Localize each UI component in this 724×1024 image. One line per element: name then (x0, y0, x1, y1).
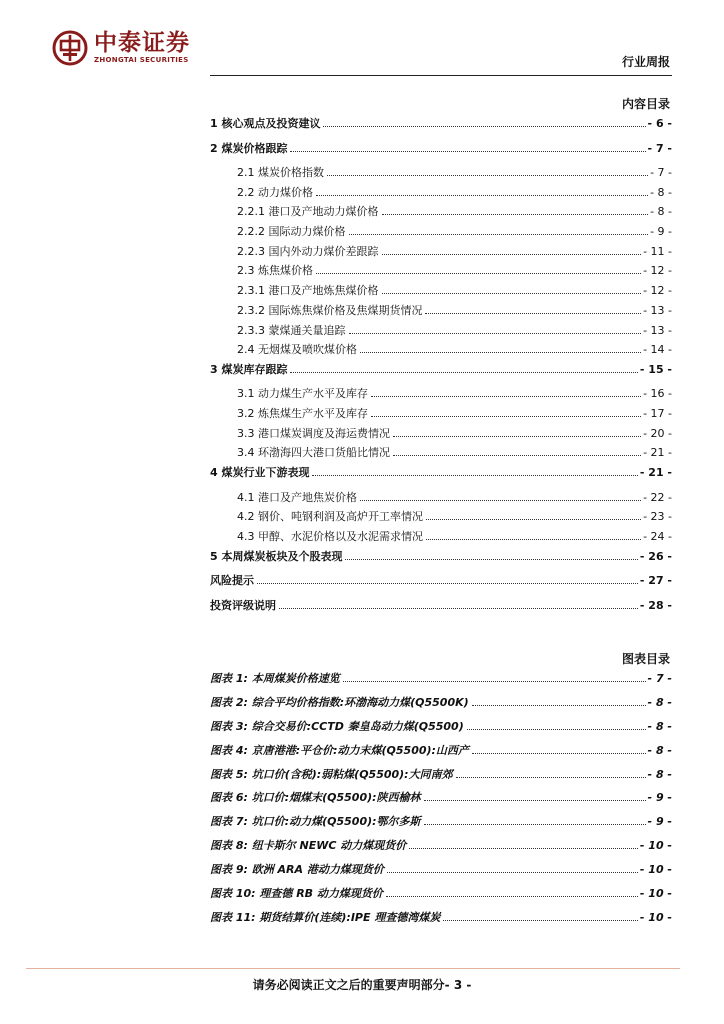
toc-entry-page: - 12 - (643, 284, 672, 298)
figure-entry[interactable] (210, 789, 672, 813)
toc-entry-label: 5 本周煤炭板块及个股表现 (210, 549, 343, 563)
toc-entry-page: - 26 - (639, 549, 672, 563)
figure-entry[interactable] (210, 861, 672, 885)
toc-entry-page: - 12 - (643, 264, 672, 278)
toc-entry-page: - 11 - (643, 244, 672, 258)
dot-leader (349, 325, 642, 334)
dot-leader (290, 143, 645, 152)
dot-leader (323, 118, 645, 127)
figure-entry-label: 图表 6: 坑口价:烟煤末(Q5500):陕西榆林 (210, 791, 421, 805)
figure-entry[interactable] (210, 718, 672, 742)
toc-entry-page: - 9 - (650, 225, 672, 239)
toc-entry-label: 2.2.3 国内外动力煤价差跟踪 (237, 244, 379, 258)
dot-leader (456, 769, 646, 778)
toc-entry[interactable] (210, 115, 672, 140)
figure-entry-label: 图表 2: 综合平均价格指数:环渤海动力煤(Q5500K) (210, 695, 469, 709)
toc-entry-label: 2.3.3 蒙煤通关量追踪 (237, 323, 346, 337)
toc-entry-page: - 23 - (643, 510, 672, 524)
figure-entry-label: 图表 9: 欧洲 ARA 港动力煤现货价 (210, 863, 384, 877)
figure-entry[interactable] (210, 742, 672, 766)
toc-entry-label: 4.3 甲醇、水泥价格以及水泥需求情况 (237, 530, 423, 543)
company-logo (52, 30, 190, 66)
figure-entry[interactable] (210, 694, 672, 718)
figure-entry-page: - 8 - (647, 719, 672, 733)
toc-entry-label: 2.3 炼焦煤价格 (237, 264, 313, 278)
toc-entry-page: - 8 - (650, 185, 672, 199)
toc-entry[interactable] (210, 361, 672, 386)
dot-leader (382, 246, 642, 255)
figure-entry[interactable] (210, 837, 672, 861)
toc-entry[interactable] (210, 341, 672, 361)
dot-leader (387, 864, 638, 873)
dot-leader (409, 840, 638, 849)
toc-entry-page: - 8 - (650, 205, 672, 219)
footer-divider (26, 968, 680, 969)
figure-entry[interactable] (210, 766, 672, 790)
toc-entry[interactable] (210, 385, 672, 405)
toc-entry-page: - 28 - (639, 598, 672, 612)
toc-entry-label: 2.2.2 国际动力煤价格 (237, 225, 346, 239)
toc-entry-label: 4.1 港口及产地焦炭价格 (237, 490, 357, 504)
dot-leader (443, 912, 638, 921)
toc-entry[interactable] (210, 282, 672, 302)
toc-entry-label: 风险提示 (210, 574, 254, 588)
toc-entry-page: - 21 - (643, 446, 672, 460)
figure-entry[interactable] (210, 909, 672, 933)
figure-entry-label: 图表 1: 本周煤炭价格速览 (210, 672, 340, 685)
toc-entry[interactable] (210, 444, 672, 464)
toc-entry[interactable] (210, 508, 672, 528)
toc-entry-label: 1 核心观点及投资建议 (210, 117, 321, 130)
toc-entry-label: 2.4 无烟煤及喷吹煤价格 (237, 343, 357, 357)
toc-entry-page: - 20 - (643, 426, 672, 440)
dot-leader (472, 697, 646, 706)
toc-entry-page: - 13 - (643, 303, 672, 317)
figure-entry-label: 图表 11: 期货结算价(连续):IPE 理查德湾煤炭 (210, 910, 441, 924)
logo-english-name: ZHONGTAI SECURITIES (94, 56, 189, 64)
dot-leader (467, 721, 646, 730)
dot-leader (382, 206, 649, 215)
toc-entry-label: 3.2 炼焦煤生产水平及库存 (237, 407, 368, 421)
toc-entry[interactable] (210, 489, 672, 509)
toc-entry-label: 3.3 港口煤炭调度及海运费情况 (237, 426, 390, 440)
toc-entry-page: - 24 - (643, 530, 672, 543)
toc-entry[interactable] (210, 203, 672, 223)
toc-entry[interactable] (210, 322, 672, 342)
toc-entry[interactable] (210, 464, 672, 489)
figure-list (210, 670, 672, 933)
dot-leader (425, 305, 641, 314)
dot-leader (424, 792, 646, 801)
dot-leader (349, 226, 649, 235)
toc-entry-label: 2 煤炭价格跟踪 (210, 141, 288, 155)
figure-entry[interactable] (210, 670, 672, 694)
figure-entry-page: - 7 - (647, 672, 672, 685)
figure-entry-page: - 10 - (639, 863, 672, 877)
dot-leader (257, 575, 638, 584)
figure-entry-label: 图表 7: 坑口价:动力煤(Q5500):鄂尔多斯 (210, 815, 421, 829)
toc-entry[interactable] (210, 548, 672, 573)
disclaimer-notice: 请务必阅读正文之后的重要声明部分 (252, 978, 445, 992)
toc-entry-label: 4.2 钢价、吨钢利润及高炉开工率情况 (237, 510, 423, 524)
figure-entry[interactable] (210, 885, 672, 909)
toc-entry[interactable] (210, 223, 672, 243)
dot-leader (360, 344, 641, 353)
figure-entry-label: 图表 4: 京唐港港:平仓价:动力末煤(Q5500):山西产 (210, 743, 469, 757)
page-number: - 3 - (444, 978, 472, 992)
toc-entry-label: 2.2 动力煤价格 (237, 185, 313, 199)
toc-entry[interactable] (210, 405, 672, 425)
dot-leader (386, 888, 638, 897)
figure-entry-page: - 8 - (647, 767, 672, 781)
dot-leader (360, 492, 641, 501)
toc-entry-page: - 13 - (643, 323, 672, 337)
dot-leader (393, 428, 641, 437)
report-type: 行业周报 (621, 55, 670, 69)
figure-entry-page: - 9 - (647, 815, 672, 829)
toc-entry[interactable] (210, 140, 672, 165)
toc-entry-page: - 15 - (639, 362, 672, 376)
toc-entry-label: 3.1 动力煤生产水平及库存 (237, 387, 368, 401)
zhongtai-logo-icon (52, 30, 88, 66)
toc-entry[interactable] (210, 302, 672, 322)
toc-entry-page: - 6 - (647, 117, 672, 130)
toc-entry-page: - 21 - (639, 466, 672, 480)
dot-leader (345, 551, 637, 560)
dot-leader (316, 187, 648, 196)
dot-leader (382, 285, 642, 294)
figure-entry-label: 图表 3: 综合交易价:CCTD 秦皇岛动力煤(Q5500) (210, 719, 464, 733)
toc-entry[interactable] (210, 164, 672, 184)
toc-entry-page: - 17 - (643, 407, 672, 421)
logo-chinese-name: 中泰证券 (94, 30, 190, 56)
dot-leader (279, 600, 638, 609)
dot-leader (312, 467, 637, 476)
toc-entry[interactable] (210, 243, 672, 263)
dot-leader (426, 511, 641, 520)
figure-entry-label: 图表 5: 坑口价(含税):弱粘煤(Q5500):大同南郊 (210, 767, 453, 781)
figure-entry-page: - 10 - (639, 910, 672, 924)
figure-entry-page: - 10 - (639, 839, 672, 853)
toc-entry-page: - 7 - (647, 141, 672, 155)
dot-leader (424, 816, 646, 825)
figure-entry-page: - 8 - (647, 743, 672, 757)
dot-leader (393, 447, 641, 456)
table-of-contents (210, 115, 672, 621)
toc-entry[interactable] (210, 425, 672, 445)
dot-leader (426, 531, 641, 540)
toc-entry-page: - 22 - (643, 490, 672, 504)
toc-entry-page: - 16 - (643, 387, 672, 401)
toc-entry[interactable] (210, 572, 672, 597)
toc-entry-label: 2.2.1 港口及产地动力煤价格 (237, 205, 379, 219)
figure-entry-page: - 10 - (639, 887, 672, 901)
toc-title: 内容目录 (621, 97, 670, 111)
dot-leader (327, 167, 648, 176)
toc-entry[interactable] (210, 528, 672, 548)
figure-list-title: 图表目录 (621, 652, 670, 666)
toc-entry-label: 3.4 环渤海四大港口货船比情况 (237, 446, 390, 460)
toc-entry-label: 投资评级说明 (210, 598, 276, 612)
toc-entry-page: - 14 - (643, 343, 672, 357)
figure-entry-page: - 9 - (647, 791, 672, 805)
dot-leader (343, 673, 646, 682)
toc-entry-label: 2.1 煤炭价格指数 (237, 166, 324, 179)
dot-leader (316, 265, 641, 274)
figure-entry-label: 图表 8: 纽卡斯尔 NEWC 动力煤现货价 (210, 839, 407, 853)
dot-leader (290, 364, 637, 373)
toc-entry[interactable] (210, 597, 672, 622)
figure-entry-label: 图表 10: 理查德 RB 动力煤现货价 (210, 887, 383, 901)
dot-leader (472, 745, 646, 754)
toc-entry-page: - 27 - (639, 574, 672, 588)
toc-entry-label: 4 煤炭行业下游表现 (210, 466, 310, 480)
page-footer (0, 976, 724, 993)
dot-leader (371, 388, 641, 397)
dot-leader (371, 408, 641, 417)
toc-entry-label: 2.3.2 国际炼焦煤价格及焦煤期货情况 (237, 303, 423, 317)
page-header (0, 0, 724, 80)
figure-entry-page: - 8 - (647, 695, 672, 709)
toc-entry[interactable] (210, 262, 672, 282)
toc-entry-page: - 7 - (650, 166, 672, 179)
toc-entry-label: 2.3.1 港口及产地炼焦煤价格 (237, 284, 379, 298)
toc-entry-label: 3 煤炭库存跟踪 (210, 362, 288, 376)
header-divider (210, 75, 672, 76)
figure-entry[interactable] (210, 813, 672, 837)
toc-entry[interactable] (210, 184, 672, 204)
